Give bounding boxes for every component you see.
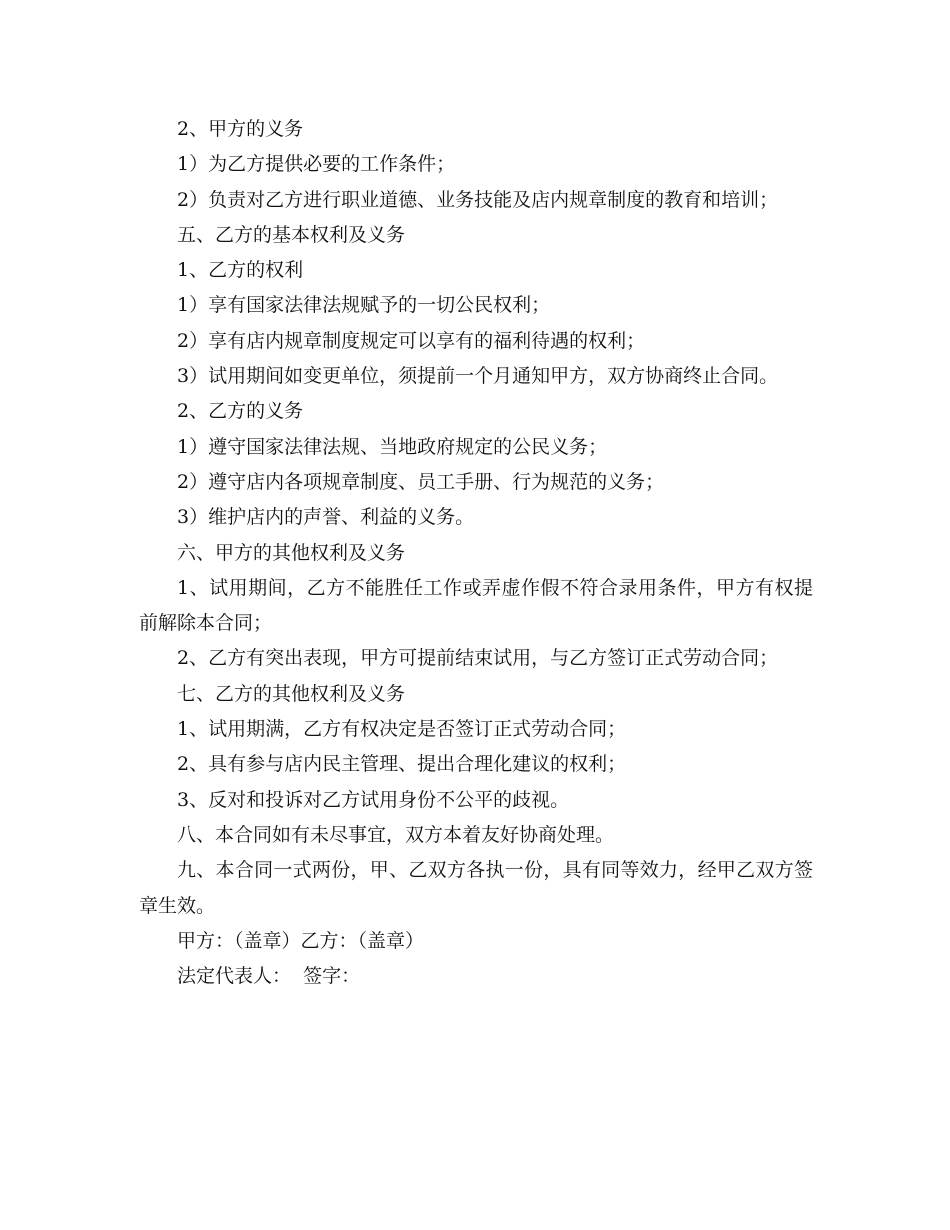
section-heading-7: 七、乙方的其他权利及义务	[177, 682, 406, 705]
paragraph-party-b-obligations-heading: 2、乙方的义务	[177, 400, 304, 423]
section-heading-9: 九、本合同一式两份，甲、乙双方各执一份，具有同等效力，经甲乙双方签章生效。	[139, 859, 813, 917]
paragraph: 1）为乙方提供必要的工作条件；	[177, 153, 456, 176]
paragraph: 2、乙方有突出表现，甲方可提前结束试用，与乙方签订正式劳动合同；	[177, 647, 779, 670]
paragraph: 3）维护店内的声誉、利益的义务。	[177, 506, 475, 529]
paragraph: 2）享有店内规章制度规定可以享有的福利待遇的权利；	[177, 329, 646, 352]
paragraph-party-b-rights-heading: 1、乙方的权利	[177, 259, 304, 282]
paragraph: 2）遵守店内各项规章制度、员工手册、行为规范的义务；	[177, 470, 665, 493]
paragraph: 1、试用期满，乙方有权决定是否签订正式劳动合同；	[177, 718, 627, 741]
paragraph: 1）享有国家法律法规赋予的一切公民权利；	[177, 294, 551, 317]
paragraph: 2、具有参与店内民主管理、提出合理化建议的权利；	[177, 753, 627, 776]
section-heading-6: 六、甲方的其他权利及义务	[177, 541, 406, 564]
paragraph: 2）负责对乙方进行职业道德、业务技能及店内规章制度的教育和培训；	[177, 188, 779, 211]
paragraph: 3）试用期间如变更单位，须提前一个月通知甲方，双方协商终止合同。	[177, 365, 779, 388]
section-heading-8: 八、本合同如有未尽事宜，双方本着友好协商处理。	[177, 823, 615, 846]
signature-line-representative: 法定代表人： 签字：	[177, 965, 361, 988]
paragraph-party-a-obligations-heading: 2、甲方的义务	[177, 118, 304, 140]
signature-line-seals: 甲方：（盖章）乙方：（盖章）	[177, 929, 425, 952]
paragraph: 1）遵守国家法律法规、当地政府规定的公民义务；	[177, 435, 608, 458]
section-heading-5: 五、乙方的基本权利及义务	[177, 223, 406, 246]
paragraph: 3、反对和投诉对乙方试用身份不公平的歧视。	[177, 788, 570, 811]
document-body	[139, 112, 813, 994]
paragraph: 1、试用期间，乙方不能胜任工作或弄虚作假不符合录用条件，甲方有权提前解除本合同；	[139, 576, 813, 635]
